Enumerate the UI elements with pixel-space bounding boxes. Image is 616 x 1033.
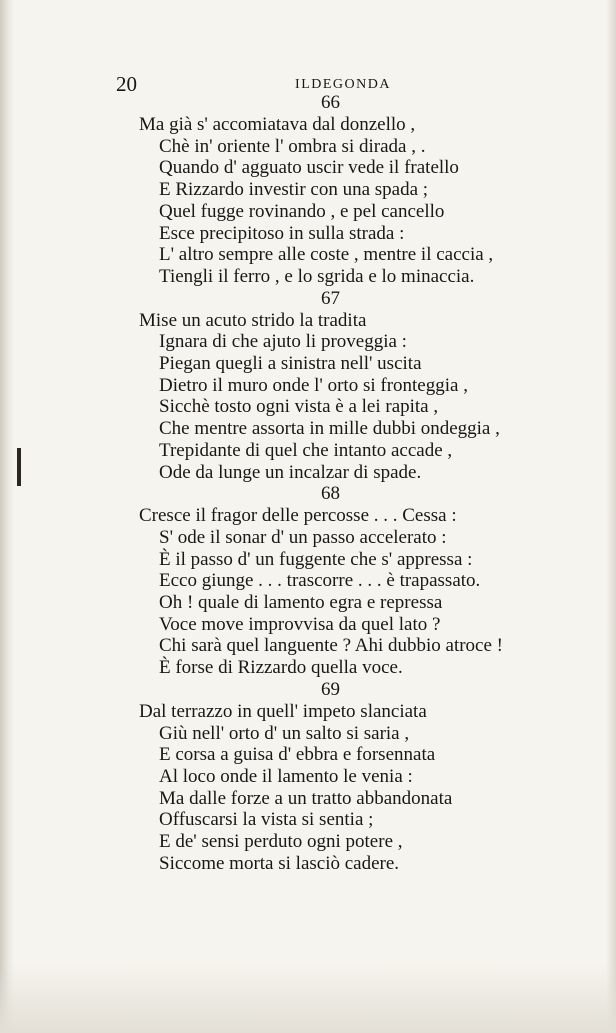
verse-line: E Rizzardo investir con una spada ; [159, 179, 429, 201]
stanza-number: 68 [321, 483, 340, 505]
verse-line: Ignara di che ajuto li proveggia : [159, 331, 407, 353]
verse-line: È il passo d' un fuggente che s' appressa : [159, 548, 473, 570]
page-edge-bottom [0, 963, 616, 1033]
verse-line: L' altro sempre alle coste , mentre il caccia , [159, 244, 494, 266]
verse-line: Tiengli il ferro , e lo sgrida e lo minaccia. [159, 265, 475, 287]
running-title: ILDEGONDA [295, 77, 391, 92]
verse-line: Al loco onde il lamento le venia : [159, 765, 413, 787]
verse-line: E de' sensi perduto ogni potere , [159, 831, 403, 853]
verse-line: Cresce il fragor delle percosse . . . Cessa : [139, 505, 457, 527]
verse-line: Dal terrazzo in quell' impeto slanciata [139, 700, 427, 722]
verse-line: Che mentre assorta in mille dubbi ondeggia , [159, 418, 500, 440]
page-number: 20 [116, 72, 137, 96]
stanza [0, 92, 616, 288]
stanza [0, 288, 616, 484]
verse-line: Siccome morta si lasciò cadere. [159, 852, 400, 874]
verse-line: Quel fugge rovinando , e pel cancello [159, 200, 445, 222]
verse-line: Dietro il muro onde l' orto si fronteggia , [159, 374, 468, 396]
verse-line: Chè in' oriente l' ombra si dirada , . [159, 135, 426, 157]
verse-line: S' ode il sonar d' un passo accelerato : [159, 526, 447, 548]
poem [0, 92, 616, 875]
verse-line: Piegan quegli a sinistra nell' uscita [159, 353, 422, 375]
stanza [0, 679, 616, 875]
verse-line: Ma dalle forze a un tratto abbandonata [159, 787, 453, 809]
verse-line: Chi sarà quel languente ? Ahi dubbio atroce ! [159, 635, 504, 657]
verse-line: Trepidante di quel che intanto accade , [159, 439, 453, 461]
verse-line: Quando d' agguato uscir vede il fratello [159, 157, 459, 179]
stanza-number: 69 [321, 678, 340, 700]
verse-line: Esce precipitoso in sulla strada : [159, 222, 405, 244]
stanza-number: 66 [321, 92, 340, 113]
verse-line: Ma già s' accomiatava dal donzello , [139, 114, 416, 135]
verse-line: E corsa a guisa d' ebbra e forsennata [159, 744, 436, 766]
verse-line: Ode da lunge un incalzar di spade. [159, 461, 422, 483]
verse-line: Ecco giunge . . . trascorre . . . è trapassato. [159, 570, 481, 592]
stanza-number: 67 [321, 287, 340, 309]
verse-line: Mise un acuto strido la tradita [139, 309, 367, 331]
verse-line: Voce move improvvisa da quel lato ? [159, 613, 441, 635]
verse-line: Giù nell' orto d' un salto si saria , [159, 722, 410, 744]
verse-line: È forse di Rizzardo quella voce. [159, 657, 403, 679]
verse-line: Sicchè tosto ogni vista è a lei rapita , [159, 396, 439, 418]
verse-line: Offuscarsi la vista si sentia ; [159, 809, 374, 831]
verse-line: Oh ! quale di lamento egra e repressa [159, 592, 443, 614]
stanza [0, 483, 616, 679]
